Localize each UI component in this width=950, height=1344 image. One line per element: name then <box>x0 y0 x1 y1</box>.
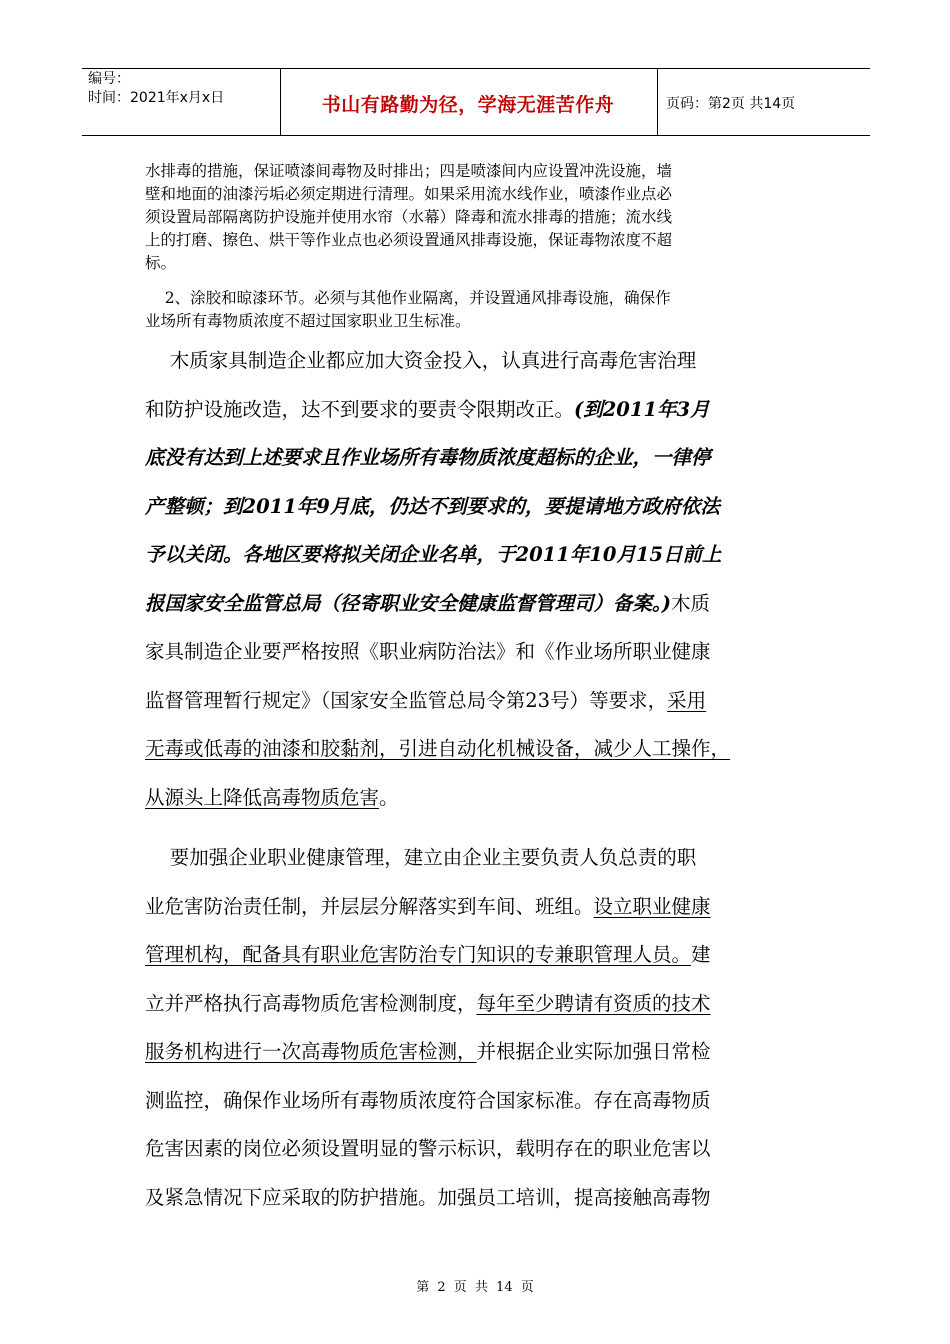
text-line: 上的打磨、擦色、烘干等作业点也必须设置通风排毒设施，保证毒物浓度不超 <box>145 231 673 249</box>
text-run: 立并严格执行高毒物质危害检测制度， <box>145 991 477 1015</box>
text-line <box>145 774 825 823</box>
deadline-note: (到2011年3月 <box>574 397 710 421</box>
header-top-rule <box>82 68 870 69</box>
underlined-text: 无毒或低毒的油漆和胶黏剂，引进自动化机械设备，减少人工操作， <box>145 737 731 760</box>
deadline-note: 产整顿；到2011年9月底，仍达不到要求的，要提请地方政府依法 <box>145 494 720 518</box>
underlined-text: 每年至少聘请有资质的技术 <box>476 991 711 1015</box>
text-line: 木质家具制造企业都应加大资金投入，认真进行高毒危害治理 <box>145 349 697 372</box>
text-run: 监督管理暂行规定》（国家安全监管总局令第23号）等要求， <box>145 688 668 712</box>
paragraph-investment <box>145 337 825 822</box>
text-line <box>145 1028 825 1077</box>
text-line: 家具制造企业要严格按照《职业病防治法》和《作业场所职业健康 <box>145 640 711 663</box>
paragraph-item-2 <box>145 287 825 333</box>
text-line: 要加强企业职业健康管理，建立由企业主要负责人负总责的职 <box>145 846 697 869</box>
text-line <box>145 883 825 932</box>
deadline-note: 报国家安全监管总局（径寄职业安全健康监督管理司）备案。) <box>145 591 671 615</box>
header-divider-left <box>280 68 281 136</box>
text-line: 危害因素的岗位必须设置明显的警示标识，载明存在的职业危害以 <box>145 1137 711 1160</box>
paragraph-management <box>145 834 825 1222</box>
text-line <box>145 980 825 1029</box>
text-line <box>145 580 825 629</box>
header-page-info: 页码：第2页 共14页 <box>666 96 796 112</box>
header-meta <box>88 70 224 108</box>
text-run: 建 <box>691 943 711 966</box>
underlined-text: 采用 <box>667 688 707 712</box>
document-number-label: 编号： <box>88 71 130 87</box>
underlined-text: 从源头上降低高毒物质危害 <box>145 785 380 809</box>
text-line: 须设置局部隔离防护设施并使用水帘（水幕）降毒和流水排毒的措施；流水线 <box>145 208 673 226</box>
text-line: 及紧急情况下应采取的防护措施。加强员工培训，提高接触高毒物 <box>145 1185 711 1209</box>
text-run: 并根据企业实际加强日常检 <box>476 1040 711 1063</box>
header-bottom-rule <box>82 135 870 136</box>
text-line <box>145 386 825 435</box>
text-line <box>145 677 825 726</box>
text-run: 木质 <box>670 591 710 615</box>
text-line: 2、涂胶和晾漆环节。必须与其他作业隔离，并设置通风排毒设施，确保作 <box>145 289 671 307</box>
text-run: 。 <box>379 785 399 809</box>
text-line: 测监控，确保作业场所有毒物质浓度符合国家标准。存在高毒物质 <box>145 1088 711 1112</box>
page-footer: 第 2 页 共 14 页 <box>416 1280 534 1295</box>
text-run: 和防护设施改造，达不到要求的要责令限期改正。 <box>145 397 575 421</box>
text-line: 水排毒的措施，保证喷漆间毒物及时排出；四是喷漆间内应设置冲洗设施，墙 <box>145 162 673 180</box>
paragraph-intro <box>145 160 825 275</box>
text-line: 壁和地面的油漆污垢必须定期进行清理。如果采用流水线作业，喷漆作业点必 <box>145 185 673 203</box>
text-run: 业危害防治责任制，并层层分解落实到车间、班组。 <box>145 894 594 918</box>
header-divider-right <box>657 68 658 136</box>
deadline-note: 底没有达到上述要求且作业场所有毒物质浓度超标的企业，一律停 <box>145 446 711 469</box>
underlined-text: 设立职业健康 <box>593 894 711 918</box>
document-time-label: 时间：2021年x月x日 <box>88 90 225 106</box>
text-line: 业场所有毒物质浓度不超过国家职业卫生标准。 <box>145 312 471 330</box>
header-motto: 书山有路勤为径，学海无涯苦作舟 <box>321 94 615 116</box>
underlined-text: 管理机构，配备具有职业危害防治专门知识的专兼职管理人员。 <box>145 943 692 966</box>
deadline-note: 予以关闭。各地区要将拟关闭企业名单，于2011年10月15日前上 <box>145 543 722 566</box>
text-line: 标。 <box>145 254 177 272</box>
text-line <box>145 931 825 980</box>
underlined-text: 服务机构进行一次高毒物质危害检测， <box>145 1040 477 1063</box>
